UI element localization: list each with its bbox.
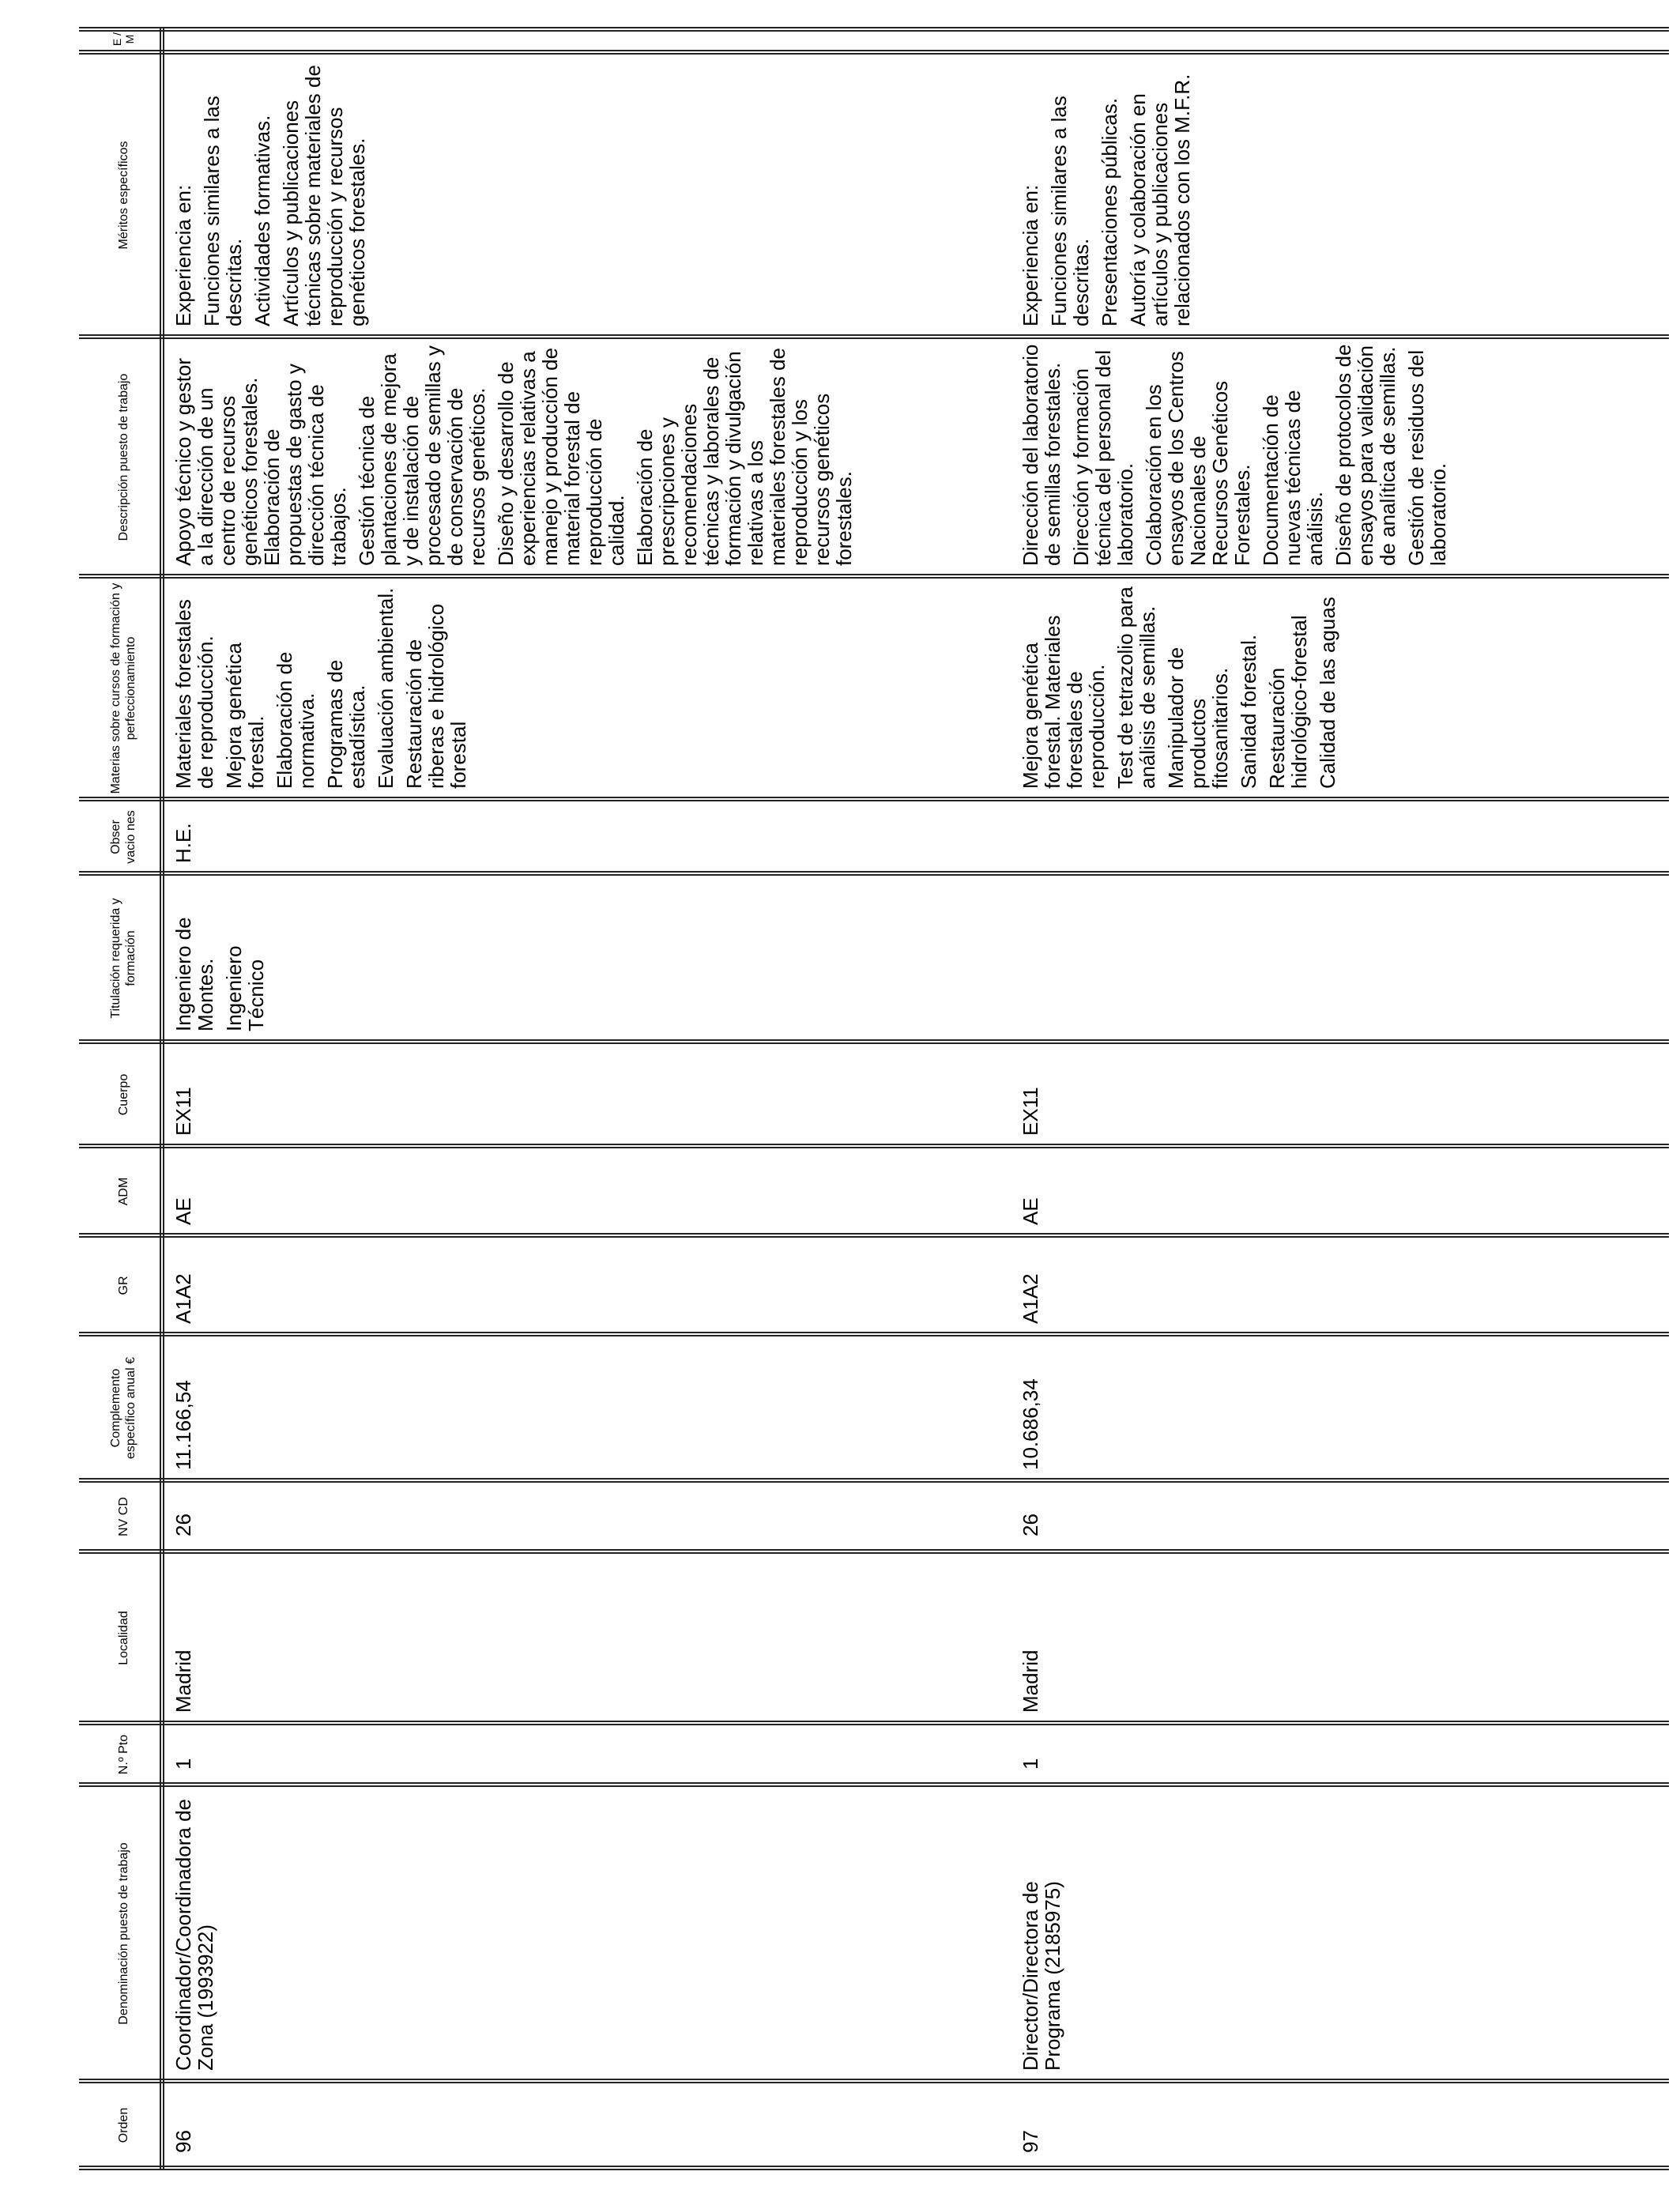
header-denominacion: Denominación puesto de trabajo (116, 1842, 130, 2025)
header-n-pto: N.º Pto (116, 1734, 130, 1775)
row-97-gr: A1A2 (1019, 1273, 1042, 1324)
column-nv-cd (79, 1483, 1669, 1554)
descripcion-item: Elaboración de prescripciones y recomendaciones técnicas y laborales de formación y divulgación relativas a los materiales forestales de reproducción y los recursos genéticos forestales. (633, 347, 856, 566)
row-97-adm: AE (1019, 1197, 1042, 1225)
row-96-complemento: 11.166,54 (171, 1380, 195, 1470)
materia-item: Restauración hidrológico-forestal (1265, 615, 1311, 789)
header-nv-cd: NV CD (116, 1497, 130, 1536)
header-materias: Materias sobre cursos de formación y perfeccionamiento (109, 582, 137, 794)
column-titulacion (79, 876, 1669, 1044)
materia-item: Evaluación ambiental. (374, 587, 397, 789)
row-96-orden: 96 (171, 2130, 195, 2153)
row-97-n-pto: 1 (1019, 1758, 1042, 1770)
row-96-materias (172, 583, 476, 789)
merito-item: Artículos y publicaciones técnicas sobre materiales de reproducción y recursos genéticos forestales. (279, 65, 369, 326)
header-observaciones: Obser vacio nes (109, 810, 137, 864)
materia-item: Mejora genética forestal. Materiales forestales de reproducción. (1019, 615, 1109, 789)
column-localidad (79, 1554, 1669, 1725)
materia-item: Sanidad forestal. (1237, 634, 1260, 789)
column-meritos (79, 55, 1669, 339)
descripcion-item: Dirección y formación técnica del personal del laboratorio. (1069, 349, 1137, 566)
merito-item: Actividades formativas. (250, 115, 274, 326)
materia-item: Materiales forestales de reproducción. (171, 599, 217, 789)
merito-item: Funciones similares a las descritas. (200, 96, 246, 326)
row-97-localidad: Madrid (1019, 1649, 1042, 1713)
row-97-meritos (1019, 59, 1200, 326)
row-96-localidad: Madrid (171, 1649, 195, 1713)
row-96-observaciones: H.E. (171, 823, 195, 863)
positions-table (79, 27, 1669, 2170)
column-complemento (79, 1336, 1669, 1483)
materia-item: Manipulador de productos fitosanitarios. (1164, 647, 1232, 789)
row-96-adm: AE (171, 1197, 195, 1225)
column-adm (79, 1148, 1669, 1238)
header-em: E / M (111, 32, 136, 47)
row-97-nv-cd: 26 (1019, 1514, 1042, 1536)
header-meritos: Méritos específicos (116, 141, 130, 250)
merito-item: Funciones similares a las descritas. (1047, 96, 1093, 326)
materia-item: Elaboración de normativa. (273, 651, 318, 789)
column-cuerpo (79, 1044, 1669, 1148)
column-descripcion (79, 339, 1669, 579)
row-96-descripcion (172, 344, 861, 566)
merito-item: Experiencia en: (1019, 184, 1042, 326)
header-localidad: Localidad (116, 1611, 130, 1665)
column-denominacion (79, 1787, 1669, 2083)
materia-item: Calidad de las aguas (1316, 597, 1339, 789)
table-right-border (79, 27, 1669, 32)
row-97-denominacion: Director/Directora de Programa (2185975) (1019, 1881, 1064, 2071)
descripcion-item: Gestión de residuos del laboratorio. (1404, 349, 1450, 566)
row-96-meritos (172, 59, 375, 326)
descripcion-item: Apoyo técnico y gestor a la dirección de un centro de recursos genéticos forestales. Elaboración de propuestas de gasto y dirección técnica de trabajos. (171, 357, 350, 566)
row-97-descripcion (1019, 344, 1456, 566)
descripcion-item: Diseño y desarrollo de experiencias relativas a manejo y producción de material forestal de reproducción de calidad. (494, 347, 628, 566)
materia-item: Mejora genética forestal. (222, 643, 268, 789)
row-97-cuerpo: EX11 (1019, 1087, 1042, 1136)
descripcion-item: Dirección del laboratorio de semillas forestales. (1019, 344, 1064, 566)
descripcion-item: Documentación de nuevas técnicas de análisis. (1259, 390, 1327, 566)
column-materias (79, 579, 1669, 801)
row-97-orden: 97 (1019, 2130, 1042, 2153)
titulacion-item: Ingeniero de Montes. (171, 917, 217, 1031)
column-n-pto (79, 1725, 1669, 1787)
row-96-titulacion (172, 880, 273, 1031)
header-descripcion: Descripción puesto de trabajo (116, 373, 130, 541)
row-97-materias (1019, 583, 1345, 789)
materia-item: Test de tetrazolio para análisis de semillas. (1113, 586, 1159, 789)
row-96-n-pto: 1 (171, 1758, 195, 1770)
row-97-complemento: 10.686,34 (1019, 1378, 1042, 1470)
rotated-table-frame (79, 27, 1669, 2170)
materia-item: Restauración de riberas e hidrológico forestal (402, 603, 470, 789)
column-orden (79, 2083, 1669, 2170)
column-gr (79, 1238, 1669, 1336)
header-complemento: Complemento específico anual € (109, 1357, 137, 1459)
header-orden: Orden (116, 2107, 130, 2143)
descripcion-item: Gestión técnica de plantaciones de mejora y de instalación de procesado de semillas y de conservación de recursos genéticos. (355, 345, 489, 566)
merito-item: Experiencia en: (171, 184, 195, 326)
header-adm: ADM (116, 1177, 130, 1206)
merito-item: Autoría y colaboración en artículos y publicaciones relacionados con los M.F.R. (1126, 74, 1194, 326)
header-gr: GR (116, 1276, 130, 1295)
merito-item: Presentaciones públicas. (1098, 97, 1121, 326)
row-96-nv-cd: 26 (171, 1514, 195, 1536)
materia-item: Programas de estadística. (323, 659, 369, 789)
column-observaciones (79, 801, 1669, 876)
row-96-gr: A1A2 (171, 1273, 195, 1324)
descripcion-item: Diseño de protocolos de ensayos para validación de analítica de semillas. (1332, 344, 1399, 566)
header-cuerpo: Cuerpo (116, 1073, 130, 1116)
row-96-cuerpo: EX11 (171, 1087, 195, 1136)
descripcion-item: Colaboración en los ensayos de los Centros Nacionales de Recursos Genéticos Forestales. (1142, 351, 1254, 566)
titulacion-item: Ingeniero Técnico (222, 945, 268, 1031)
header-titulacion: Titulación requerida y formación (109, 898, 137, 1019)
row-96-denominacion: Coordinador/Coordinadora de Zona (1993922) (171, 1798, 217, 2071)
